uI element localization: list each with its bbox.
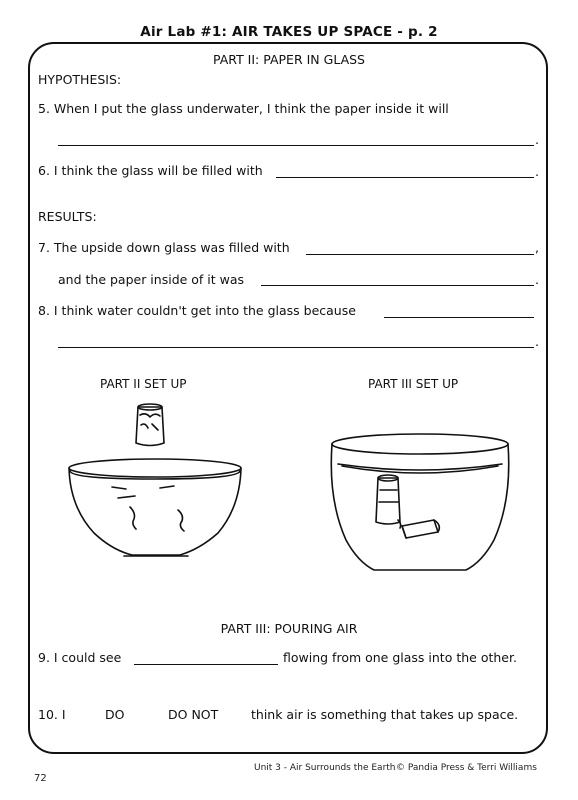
question-8-period: . — [535, 334, 539, 349]
page-title: Air Lab #1: AIR TAKES UP SPACE - p. 2 — [140, 24, 438, 40]
question-5-text: 5. When I put the glass underwater, I think the paper inside it will — [38, 101, 449, 116]
tank-body — [331, 444, 508, 570]
setup-right-label: PART III SET UP — [368, 377, 459, 391]
option-do[interactable]: DO — [105, 707, 125, 722]
setup-left-label: PART II SET UP — [100, 377, 187, 391]
footer-unit: Unit 3 - Air Surrounds the Earth — [254, 763, 396, 773]
question-10-rest: think air is something that takes up space. — [251, 707, 519, 722]
answer-line-8a[interactable] — [384, 317, 534, 318]
bowl-rim — [69, 459, 241, 477]
question-5-period: . — [535, 132, 539, 147]
answer-line-8b[interactable] — [58, 347, 534, 348]
question-7a-comma: , — [535, 240, 539, 255]
answer-line-7a[interactable] — [306, 254, 534, 255]
question-8-text: 8. I think water couldn't get into the glass because — [38, 303, 356, 318]
question-6-text: 6. I think the glass will be filled with — [38, 163, 263, 178]
tank-glass-icon — [376, 478, 400, 524]
answer-line-7b[interactable] — [261, 285, 534, 286]
question-6-period: . — [535, 164, 539, 179]
answer-line-5[interactable] — [58, 145, 534, 146]
results-label: RESULTS: — [38, 209, 97, 224]
answer-line-9[interactable] — [134, 664, 278, 665]
question-9-text: 9. I could see — [38, 650, 122, 665]
question-7-text: 7. The upside down glass was filled with — [38, 240, 290, 255]
question-9-rest: flowing from one glass into the other. — [283, 650, 517, 665]
sideways-glass-icon — [402, 520, 438, 538]
page-number: 72 — [34, 773, 47, 784]
part3-setup-illustration — [322, 430, 518, 580]
question-7b-period: . — [535, 272, 539, 287]
footer-copyright: © Pandia Press & Terri Williams — [396, 763, 537, 773]
option-do-not[interactable]: DO NOT — [168, 707, 219, 722]
question-7b-text: and the paper inside of it was — [58, 272, 245, 287]
part2-heading: PART II: PAPER IN GLASS — [213, 52, 365, 67]
part2-setup-illustration — [60, 395, 250, 570]
question-10-number: 10. I — [38, 707, 66, 722]
glass-icon — [136, 407, 164, 446]
tank-rim — [332, 434, 508, 454]
answer-line-6[interactable] — [276, 177, 534, 178]
hypothesis-label: HYPOTHESIS: — [38, 72, 122, 87]
bowl-body — [69, 468, 241, 555]
part3-heading: PART III: POURING AIR — [220, 621, 358, 636]
